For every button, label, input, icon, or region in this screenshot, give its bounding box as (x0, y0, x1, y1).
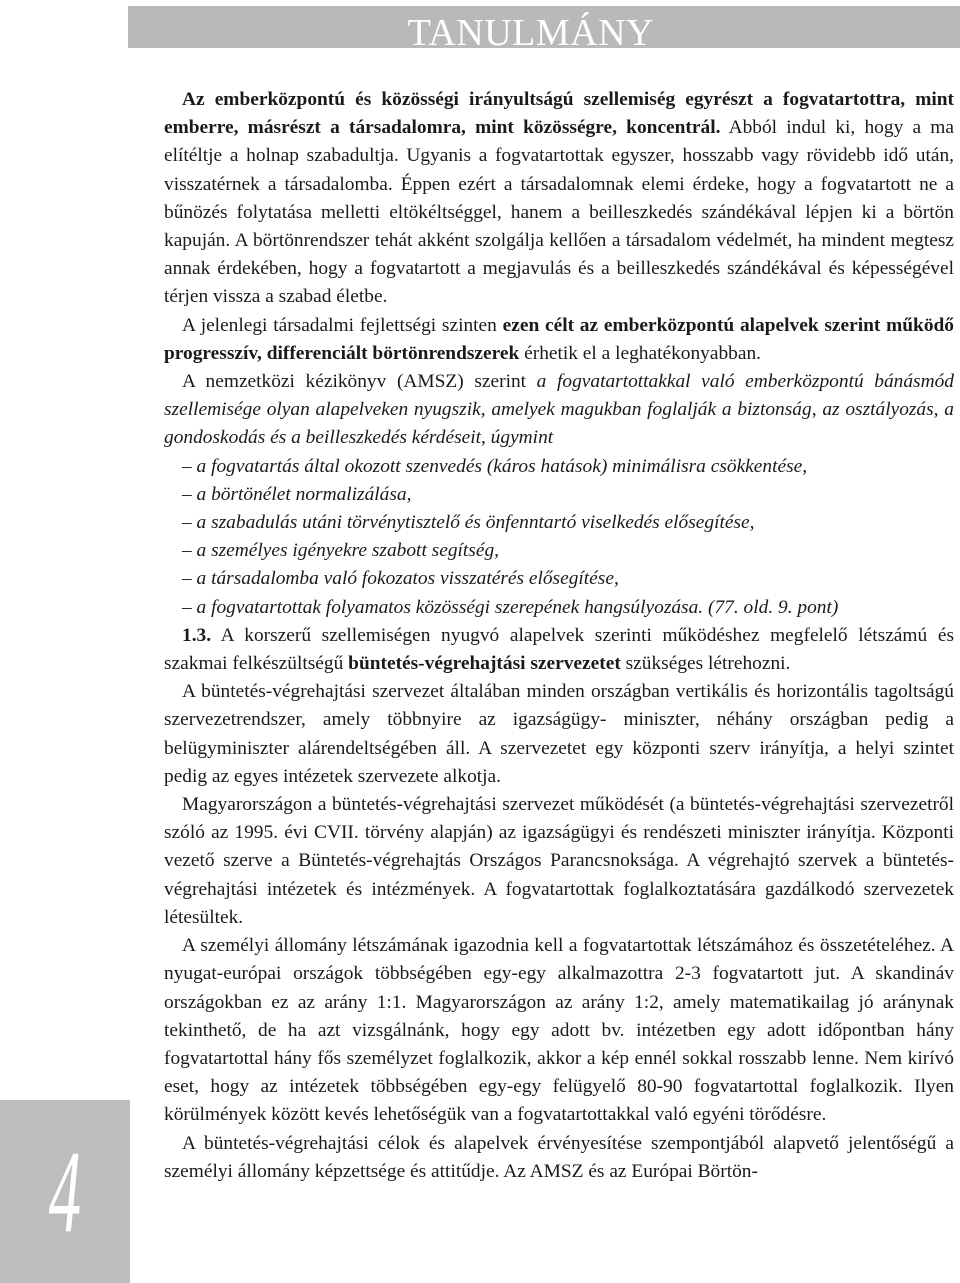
paragraph-text: Abból indul ki, hogy a ma elítéltje a holnap szabadultja. Ugyanis a fogvatartottak egyszer, hosszabb vagy rövidebb idő után, visszatérnek a társadalomba. Éppen ezért a társadalomnak elemi érdeke, hogy a fogvatartott ne a bűnözés folytatása melletti eltökéltséggel, hanem a beilleszkedés szándékával lépjen ki a börtön kapuján. A börtönrendszer tehát akként szolgálja kellően a társadalom védelmét, ha mindent megtesz annak érdekében, hogy a fogvatartott a megjavulás és a beilleszkedés szándékával és képességével térjen vissza a szabad életbe. (164, 117, 954, 308)
paragraph-3 (164, 368, 954, 453)
list-item: – a személyes igényekre szabott segítség, (182, 540, 499, 562)
page-number: 4 (48, 1125, 82, 1257)
paragraph-body: A személyi állomány létszámának igazodnia kell a fogvatartottak létszámához és összetételéhez. A nyugat-európai országok többségében egy-egy alkalmazottra 2-3 fogvatartott jut. A skandináv országokban ez az arány 1:1. Magyarországon az arány 1:2, amely matematikailag jó aránynak tekinthető, de ha azt vizsgálnánk, hogy egy adott bv. intézetben egy adott időpontban hány fogvatartottal hány fős személyzet foglalkozik, akkor a kép ennél sokkal rosszabb lenne. Nem kirívó eset, hogy az intézetek többségében egy-egy felügyelő 80-90 fogvatartottal foglalkozik. Ilyen körülmények között kevés lehetőségük van a fogvatartottakkal való egyéni törődésre. (164, 935, 954, 1126)
bold-emphasis: büntetés-végrehajtási szervezetet (348, 653, 621, 675)
section-number: 1.3. (182, 624, 212, 646)
paragraph-text: A korszerű szellemiségen nyugvó alapelvek szerinti működéshez megfelelő létszámú és szakmai felkészültségű (164, 624, 954, 675)
paragraph-text: érhetik el a leghatékonyabban. (519, 342, 762, 364)
paragraph-body: A büntetés-végrehajtási célok és alapelvek érvényesítése szempontjából alapvető jelentőségű a személyi állomány képzettsége és attitűdje. Az AMSZ és az Európai Börtön- (164, 1132, 954, 1182)
list-item: – a társadalomba való fokozatos visszatérés elősegítése, (182, 568, 619, 590)
paragraph-text: A jelenlegi társadalmi fejlettségi szinten (182, 314, 503, 336)
list-item: – a börtönélet normalizálása, (182, 483, 412, 505)
paragraph-text: A nemzetközi kézikönyv (AMSZ) szerint (182, 371, 537, 393)
list-item: – a fogvatartottak folyamatos közösségi szerepének hangsúlyozása. (77. old. 9. pont) (182, 596, 839, 618)
section-paragraph (164, 622, 954, 678)
article-body (164, 86, 954, 1186)
list-item: – a fogvatartás által okozott szenvedés (káros hatások) minimálisra csökkentése, (182, 455, 808, 477)
page-number-tab (0, 1100, 130, 1283)
bold-emphasis: ezen célt az emberközpontú alapelvek szerint működő progresszív, differenciált börtönrendszerek (164, 314, 954, 364)
page-title: TANULMÁNY (407, 12, 654, 54)
paragraph-2 (164, 312, 954, 368)
paragraph-body: Magyarországon a büntetés-végrehajtási szervezet működését (a büntetés-végrehajtási szervezetről szóló az 1995. évi CVII. törvény alapján) az igazságügyi és rendészeti miniszter irányítja. Központi vezető szerve a Büntetés-végrehajtás Országos Parancsnoksága. A végrehajtó szervek a büntetés-végrehajtási intézetek és intézmények. A fogvatartottak foglalkoztatására gazdálkodó szervezetek létesültek. (164, 794, 954, 928)
italic-quote: a fogvatartottakkal való emberközpontú bánásmód szellemisége olyan alapelveken nyugszik, amelyek magukban foglalják a biztonság, az osztályozás, a gondoskodás és a beilleszkedés kérdéseit, úgymint (164, 371, 954, 449)
header-bar (128, 6, 960, 54)
list-item: – a szabadulás utáni törvénytisztelő és önfenntartó viselkedés elősegítése, (182, 512, 755, 534)
paragraph-text: szükséges létrehozni. (620, 653, 791, 675)
paragraph-body: A büntetés-végrehajtási szervezet általában minden országban vertikális és horizontális tagoltságú szervezetrendszer, amely többnyire az igazságügy- miniszter, néhány országban pedig a belügyminiszter alárendeltségében áll. A szervezetet egy központi szerv irányítja, a helyi szintet pedig az egyes intézetek szervezete alkotja. (164, 681, 954, 787)
bold-lead: Az emberközpontú és közösségi irányultságú szellemiség egyrészt a fogvatartottra, mint emberre, másrészt a társadalomra, mint közösségre, koncentrál. (164, 89, 954, 139)
paragraph-1 (164, 86, 954, 312)
